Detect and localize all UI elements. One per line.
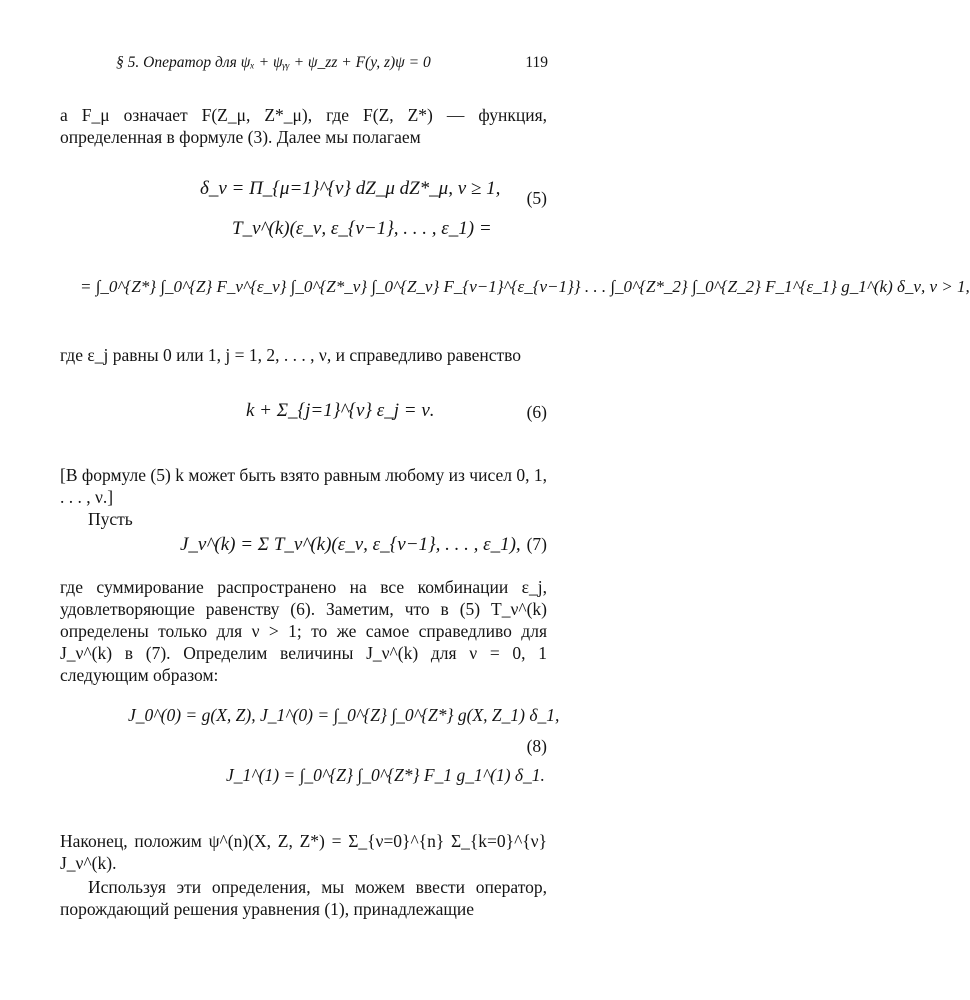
equation-8-line-2: J_1^(1) = ∫_0^{Z} ∫_0^{Z*} F_1 g_1^(1) δ_1. <box>226 765 545 785</box>
running-title: § 5. Оператор для ψₓ + ψᵧᵧ + ψ_zz + F(y, z)ψ = 0 <box>116 54 431 71</box>
equation-6: k + Σ_{j=1}^{ν} ε_j = ν. <box>246 400 435 421</box>
paragraph-let: Пусть <box>88 509 133 529</box>
equation-number-6: (6) <box>526 402 547 422</box>
paragraph-epsilon-def: где ε_j равны 0 или 1, j = 1, 2, . . . , ν, и справедливо равенство <box>60 345 522 365</box>
paragraph-operator: Используя эти определения, мы можем ввести оператор, порождающий решения уравнения (1), принадлежащие <box>60 877 547 919</box>
paragraph-intro: а F_μ означает F(Z_μ, Z*_μ), где F(Z, Z*) — функция, определенная в формуле (3). Далее мы полагаем <box>60 105 547 147</box>
equation-5-line-3: = ∫_0^{Z*} ∫_0^{Z} F_ν^{ε_ν} ∫_0^{Z*_ν} ∫_0^{Z_ν} F_{ν−1}^{ε_{ν−1}} . . . ∫_0^{Z*_2} ∫_0^{Z_2} F_1^{ε_1} g_1^(k) δ_ν, ν > 1, <box>80 277 970 296</box>
running-header <box>88 52 548 76</box>
paragraph-summation: где суммирование распространено на все комбинации ε_j, удовлетворяющие равенству (6). Заметим, что в (5) T_ν^(k) определены только для ν > 1; то же самое справедливо для J_ν^(k) в (7). Определим величины J_ν^(k) для ν = 0, 1 следующим образом: <box>60 577 547 685</box>
equation-number-5: (5) <box>526 188 547 208</box>
equation-5-line-2: T_ν^(k)(ε_ν, ε_{ν−1}, . . . , ε_1) = <box>232 218 492 239</box>
paragraph-finally: Наконец, положим ψ^(n)(X, Z, Z*) = Σ_{ν=0}^{n} Σ_{k=0}^{ν} J_ν^(k). <box>60 831 547 873</box>
equation-5-line-1: δ_ν = Π_{μ=1}^{ν} dZ_μ dZ*_μ, ν ≥ 1, <box>200 178 501 199</box>
equation-7: J_ν^(k) = Σ T_ν^(k)(ε_ν, ε_{ν−1}, . . . , ε_1), <box>180 534 521 555</box>
paragraph-bracket-note: [В формуле (5) k может быть взято равным любому из чисел 0, 1, . . . , ν.] <box>60 465 547 507</box>
equation-number-7: (7) <box>526 534 547 554</box>
page-number: 119 <box>525 54 548 71</box>
equation-number-8: (8) <box>526 736 547 756</box>
equation-8-line-1: J_0^(0) = g(X, Z), J_1^(0) = ∫_0^{Z} ∫_0^{Z*} g(X, Z_1) δ_1, <box>128 705 560 725</box>
